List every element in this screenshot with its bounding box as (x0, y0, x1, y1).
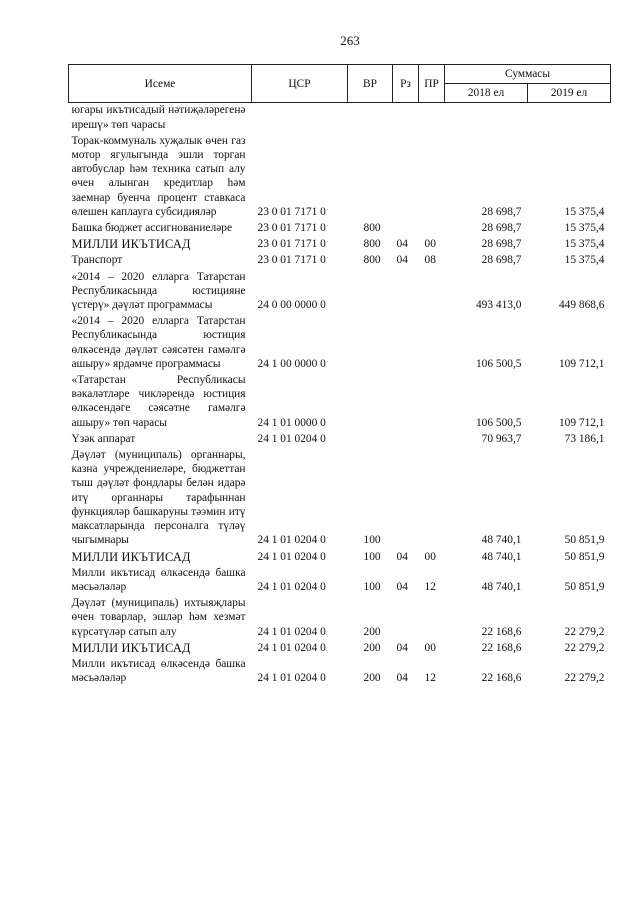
row-vr: 100 (363, 580, 381, 593)
header-2019: 2019 ел (528, 84, 611, 103)
row-rz (393, 432, 419, 448)
row-csr: 23 0 01 7171 0 (257, 222, 326, 235)
row-vr: 800 (363, 238, 381, 251)
row-name: югары икътисадый нәтиҗәләрегенә ирешү» төп чарасы (71, 104, 246, 131)
row-csr: 24 1 01 0204 0 (257, 432, 326, 445)
page-number: 263 (340, 33, 360, 48)
row-sum-2018: 48 740,1 (481, 550, 522, 563)
row-vr (348, 270, 393, 315)
row-name: МИЛЛИ ИКЪТИСАД (71, 640, 191, 655)
table-header (69, 65, 611, 103)
table-row (69, 550, 611, 566)
row-sum-2019: 109 712,1 (558, 416, 605, 429)
row-pr (419, 103, 445, 134)
row-sum-2019: 15 375,4 (564, 254, 605, 267)
row-pr (419, 448, 445, 549)
row-csr: 24 0 00 0000 0 (257, 299, 326, 312)
row-name: Башка бюджет ассигнованиеләре (71, 222, 233, 235)
row-name: Торак-коммуналь хуҗалык өчен газ мотор ягулыгында эшли торган автобуслар һәм техника сатып алу өчен алынган кредитлар һәм заемнар буенча процент ставкаса өлешен каплауга субсидияләр (71, 134, 246, 218)
row-vr (348, 314, 393, 373)
table-row (69, 270, 611, 315)
header-csr: ЦСР (252, 65, 348, 103)
row-csr: 24 1 01 0204 0 (257, 550, 326, 563)
row-sum-2019: 50 851,9 (564, 534, 605, 547)
row-sum-2019: 22 279,2 (564, 641, 605, 654)
row-name: «2014 – 2020 елларга Татарстан Республикасында юстицияне үстерү» дәүләт программасы (71, 270, 246, 312)
row-pr: 00 (424, 641, 436, 654)
row-sum-2018: 28 698,7 (481, 205, 522, 218)
row-sum-2018: 28 698,7 (481, 238, 522, 251)
row-sum-2019: 449 868,6 (558, 299, 605, 312)
row-vr: 200 (363, 625, 381, 638)
row-sum-2018: 22 168,6 (481, 625, 522, 638)
budget-table (68, 64, 611, 687)
row-vr: 200 (363, 672, 381, 685)
header-pr: ПР (419, 65, 445, 103)
row-rz (393, 373, 419, 432)
table-body (69, 103, 611, 687)
row-vr (348, 373, 393, 432)
row-csr: 23 0 01 7171 0 (257, 205, 326, 218)
row-pr (419, 432, 445, 448)
row-name: Милли икътисад өлкәсендә башка мәсьәләләр (71, 566, 246, 593)
row-csr: 24 1 01 0204 0 (257, 625, 326, 638)
row-rz (393, 314, 419, 373)
row-pr (419, 221, 445, 237)
row-rz: 04 (396, 672, 408, 685)
row-rz (393, 134, 419, 221)
row-name: «2014 – 2020 елларга Татарстан Республикасында юстиция өлкәсендә дәүләт сәясәтен гамәлгә ашыру» ярдәмче программасы (71, 315, 246, 370)
row-pr (419, 373, 445, 432)
row-pr: 12 (424, 580, 436, 593)
table-row (69, 237, 611, 253)
row-pr: 08 (424, 254, 436, 267)
row-csr: 24 1 01 0204 0 (257, 672, 326, 685)
table-row (69, 448, 611, 549)
row-sum-2019: 50 851,9 (564, 580, 605, 593)
table-row (69, 103, 611, 134)
row-rz: 04 (396, 580, 408, 593)
row-csr: 24 1 00 0000 0 (257, 357, 326, 370)
row-pr (419, 314, 445, 373)
row-sum-2018: 22 168,6 (481, 672, 522, 685)
row-vr: 100 (363, 534, 381, 547)
table-row (69, 432, 611, 448)
row-vr: 800 (363, 254, 381, 267)
header-vr: ВР (348, 65, 393, 103)
header-rz: Рз (393, 65, 419, 103)
row-vr: 800 (363, 222, 381, 235)
row-pr (419, 596, 445, 641)
row-csr (252, 103, 348, 134)
row-sum-2018 (445, 103, 528, 134)
row-rz (393, 448, 419, 549)
row-sum-2019: 73 186,1 (564, 432, 605, 445)
row-sum-2019: 109 712,1 (558, 357, 605, 370)
table-row (69, 373, 611, 432)
row-rz (393, 270, 419, 315)
row-name: «Татарстан Республикасы вәкаләтләре чикләрендә юстиция өлкәсендәге сәясәтне гамәлгә ашыру» төп чарасы (71, 374, 246, 429)
row-sum-2018: 493 413,0 (475, 299, 522, 312)
row-sum-2018: 70 963,7 (481, 432, 522, 445)
row-sum-2018: 48 740,1 (481, 580, 522, 593)
row-sum-2018: 106 500,5 (475, 416, 522, 429)
row-vr (348, 103, 393, 134)
table-row (69, 641, 611, 657)
row-csr: 24 1 01 0204 0 (257, 580, 326, 593)
row-rz (393, 103, 419, 134)
row-sum-2018: 28 698,7 (481, 222, 522, 235)
row-name: Дәүләт (муниципаль) органнары, казна учреждениеләре, бюджеттан тыш дәүләт фондлары белән идарә итү органнары тарафыннан функцияләр башкаруны тәэмин итү максатларында персоналга түләү чыгымнары (71, 449, 246, 547)
header-name: Исеме (69, 65, 252, 103)
row-pr: 00 (424, 550, 436, 563)
row-sum-2019: 50 851,9 (564, 550, 605, 563)
table-row (69, 314, 611, 373)
row-sum-2019: 15 375,4 (564, 222, 605, 235)
row-sum-2018: 28 698,7 (481, 254, 522, 267)
row-sum-2019: 15 375,4 (564, 238, 605, 251)
table-row (69, 134, 611, 221)
table-row (69, 566, 611, 596)
header-2018: 2018 ел (445, 84, 528, 103)
row-sum-2018: 22 168,6 (481, 641, 522, 654)
row-vr (348, 432, 393, 448)
row-rz: 04 (396, 254, 408, 267)
row-name: Үзәк аппарат (71, 432, 136, 445)
header-sums: Суммасы (445, 65, 611, 84)
row-name: МИЛЛИ ИКЪТИСАД (71, 549, 191, 564)
row-name: МИЛЛИ ИКЪТИСАД (71, 237, 191, 252)
row-rz (393, 221, 419, 237)
row-rz: 04 (396, 550, 408, 563)
row-name: Милли икътисад өлкәсендә башка мәсьәләләр (71, 657, 246, 685)
row-sum-2019 (528, 103, 611, 134)
row-name: Транспорт (71, 254, 123, 267)
row-rz: 04 (396, 641, 408, 654)
table-row (69, 596, 611, 641)
row-vr (348, 134, 393, 221)
row-name: Дәүләт (муниципаль) ихтыяҗлары өчен товарлар, эшләр һәм хезмәт күрсәтүләр сатып алу (71, 597, 246, 638)
table-row (69, 221, 611, 237)
row-csr: 23 0 01 7171 0 (257, 254, 326, 267)
row-vr: 200 (363, 641, 381, 654)
row-sum-2019: 22 279,2 (564, 672, 605, 685)
row-sum-2018: 48 740,1 (481, 534, 522, 547)
table-row (69, 253, 611, 269)
row-pr (419, 134, 445, 221)
row-sum-2018: 106 500,5 (475, 357, 522, 370)
row-sum-2019: 22 279,2 (564, 625, 605, 638)
row-pr: 00 (424, 238, 436, 251)
row-csr: 23 0 01 7171 0 (257, 238, 326, 251)
row-rz (393, 596, 419, 641)
table-row (69, 657, 611, 687)
row-csr: 24 1 01 0000 0 (257, 416, 326, 429)
row-pr (419, 270, 445, 315)
row-sum-2019: 15 375,4 (564, 205, 605, 218)
row-csr: 24 1 01 0204 0 (257, 641, 326, 654)
row-pr: 12 (424, 672, 436, 685)
row-csr: 24 1 01 0204 0 (257, 534, 326, 547)
row-rz: 04 (396, 238, 408, 251)
row-vr: 100 (363, 550, 381, 563)
